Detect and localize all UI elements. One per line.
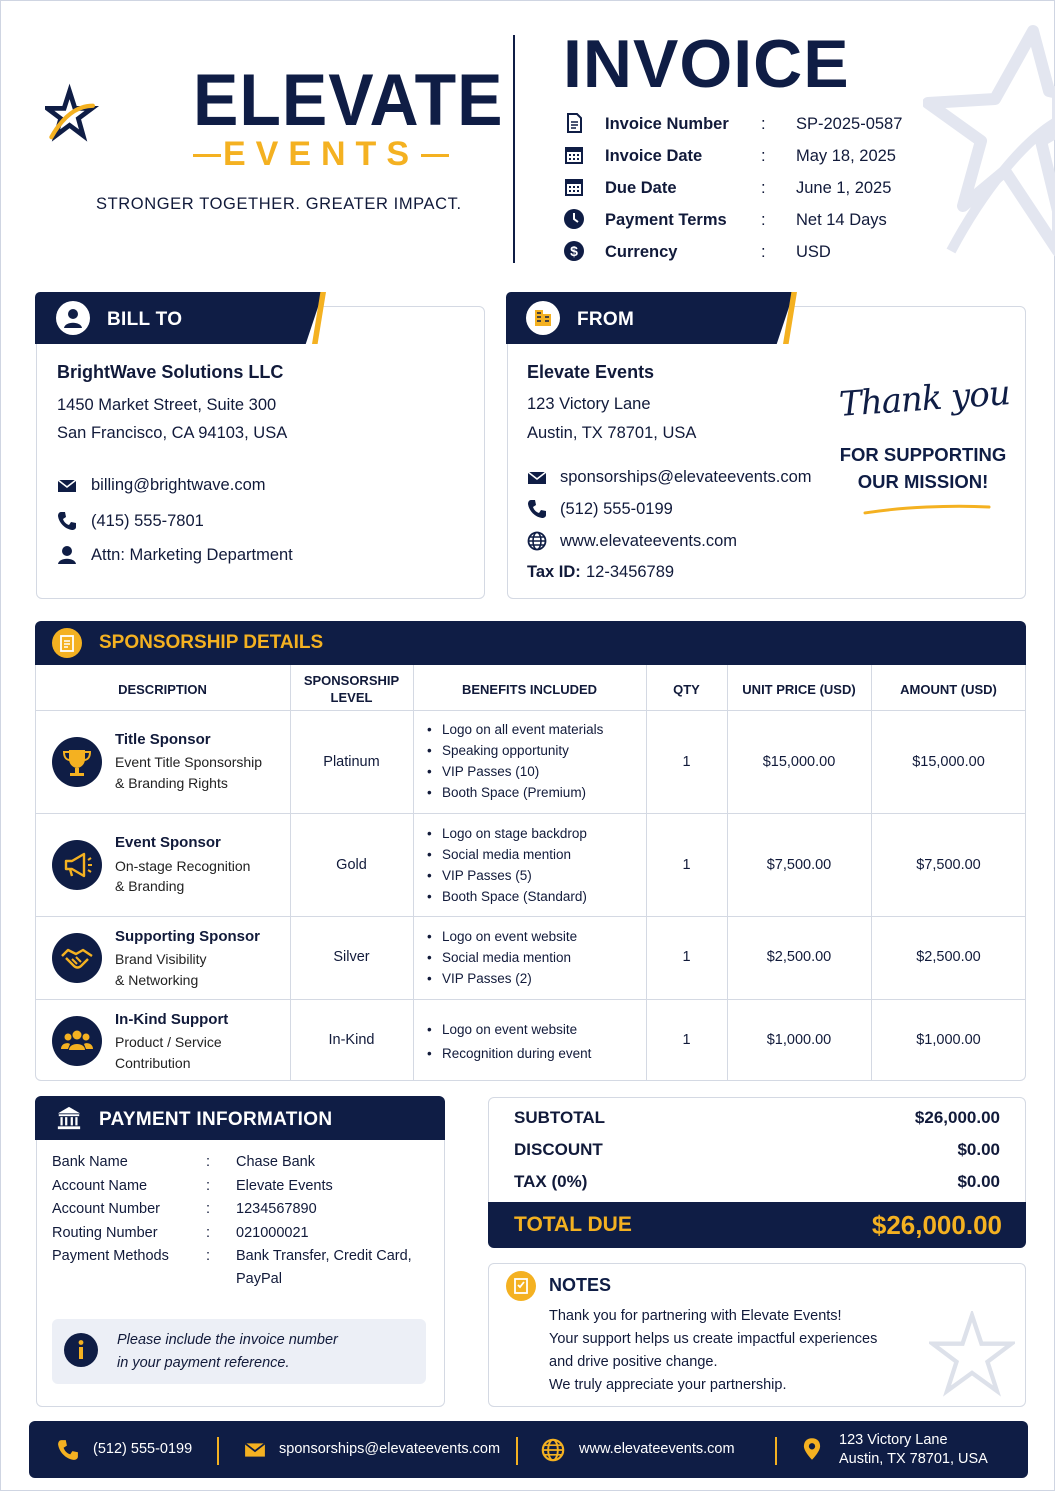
payment-methods: Bank Transfer, Credit Card,: [236, 1248, 412, 1264]
discount-value: $0.00: [957, 1140, 1000, 1159]
person-icon: [57, 545, 77, 565]
footer-location-icon: [803, 1436, 821, 1462]
benefit-item: • VIP Passes (2): [427, 968, 577, 989]
meta-sep: :: [761, 147, 766, 165]
benefit-item: • VIP Passes (10): [427, 761, 603, 782]
meta-sep: :: [761, 115, 766, 133]
due-date: June 1, 2025: [796, 179, 892, 197]
thank-you-line2: OUR MISSION!: [857, 471, 989, 492]
row-amount: $7,500.00: [916, 857, 981, 873]
clipboard-icon: [51, 627, 83, 659]
row-benefits: [427, 1018, 591, 1066]
calendar-icon: [563, 176, 585, 198]
meta-row: [563, 237, 963, 269]
meta-sep: :: [761, 211, 766, 229]
payment-sep: :: [206, 1201, 211, 1217]
bill-to-email[interactable]: billing@brightwave.com: [91, 476, 266, 494]
currency: USD: [796, 243, 831, 261]
footer-divider: [217, 1437, 219, 1465]
th-benefits: BENEFITS INCLUDED: [461, 682, 598, 697]
benefit-item: • Recognition during event: [427, 1042, 591, 1066]
meta-sep: :: [761, 243, 766, 261]
from-address-line2: Austin, TX 78701, USA: [527, 424, 697, 442]
meta-label: Currency: [605, 243, 678, 261]
row-unit-price: $15,000.00: [762, 754, 836, 770]
footer-address-line2: Austin, TX 78701, USA: [839, 1451, 988, 1467]
th-level-2: LEVEL: [330, 690, 373, 705]
benefit-item: • VIP Passes (5): [427, 865, 587, 886]
row-divider: [35, 710, 1026, 711]
row-benefits: [427, 719, 603, 803]
footer-email[interactable]: sponsorships@elevateevents.com: [279, 1441, 501, 1457]
from-company: Elevate Events: [527, 362, 655, 382]
row-benefits: [427, 926, 577, 989]
row-qty: 1: [682, 754, 691, 770]
row-level: Gold: [336, 857, 367, 873]
thank-you-line1: FOR SUPPORTING: [839, 444, 1007, 465]
benefit-item: • Booth Space (Premium): [427, 782, 603, 803]
payment-note-line1: Please include the invoice number: [117, 1332, 338, 1348]
from-tax-label: Tax ID:: [527, 563, 581, 581]
th-description: DESCRIPTION: [118, 682, 207, 697]
invoice-number: SP-2025-0587: [796, 115, 903, 133]
row-qty: 1: [682, 1032, 691, 1048]
notes-line: We truly appreciate your partnership.: [549, 1377, 787, 1393]
svg-text:$: $: [570, 243, 578, 259]
bank-name: Chase Bank: [236, 1154, 315, 1170]
meta-sep: :: [761, 179, 766, 197]
row-qty: 1: [682, 857, 691, 873]
notes-line: Your support helps us create impactful experiences: [549, 1331, 878, 1347]
handshake-icon: [52, 933, 102, 983]
row-subtitle: On-stage Recognition: [115, 858, 251, 874]
row-qty: 1: [682, 949, 691, 965]
from-tax-id: 12-3456789: [586, 563, 675, 581]
invoice-title: INVOICE: [563, 26, 850, 102]
info-icon: [63, 1332, 99, 1368]
footer-phone[interactable]: (512) 555-0199: [93, 1441, 193, 1457]
sponsorship-title: SPONSORSHIP DETAILS: [99, 632, 324, 653]
brand-subtitle: EVENTS: [193, 135, 449, 175]
calendar-icon: [563, 144, 585, 166]
benefit-item: • Logo on event website: [427, 1018, 591, 1042]
from-website[interactable]: www.elevateevents.com: [560, 532, 737, 550]
footer-address-line1: 123 Victory Lane: [839, 1432, 948, 1448]
tax-value: $0.00: [957, 1172, 1000, 1191]
thank-you-script: Thank you: [837, 373, 1011, 425]
bill-to-address-line2: San Francisco, CA 94103, USA: [57, 424, 288, 442]
row-title: In-Kind Support: [115, 1011, 229, 1028]
bill-to-attn: Attn: Marketing Department: [91, 546, 293, 564]
star-logo-icon: [45, 45, 195, 195]
mail-icon: [527, 468, 547, 488]
col-divider: [646, 665, 647, 1081]
col-divider: [290, 665, 291, 1081]
meta-row: [563, 141, 963, 173]
col-divider: [727, 665, 728, 1081]
footer-mail-icon: [243, 1439, 267, 1461]
from-email[interactable]: sponsorships@elevateevents.com: [560, 468, 812, 486]
payment-label: Account Name: [52, 1178, 148, 1194]
th-amount: AMOUNT (USD): [900, 682, 997, 697]
from-title: FROM: [577, 309, 635, 330]
row-amount: $2,500.00: [916, 949, 981, 965]
footer-divider: [775, 1437, 777, 1465]
payment-sep: :: [206, 1225, 211, 1241]
row-level: In-Kind: [328, 1032, 375, 1048]
th-unit-price: UNIT PRICE (USD): [742, 682, 856, 697]
row-divider: [35, 813, 1026, 814]
benefit-item: • Social media mention: [427, 844, 587, 865]
bill-to-title: BILL TO: [107, 309, 183, 330]
bill-to-company: BrightWave Solutions LLC: [57, 362, 284, 382]
footer-phone-icon: [57, 1439, 79, 1461]
col-divider: [871, 665, 872, 1081]
phone-icon: [57, 511, 77, 531]
payment-label: Bank Name: [52, 1154, 128, 1170]
row-divider: [35, 916, 1026, 917]
notes-line: Thank you for partnering with Elevate Events!: [549, 1308, 842, 1324]
brand-name: ELEVATE: [193, 58, 504, 142]
row-subtitle: & Branding: [115, 878, 185, 894]
notes-title: NOTES: [549, 1275, 612, 1295]
col-divider: [413, 665, 414, 1081]
meta-label: Invoice Number: [605, 115, 729, 133]
underline-swoosh: [863, 503, 991, 515]
row-unit-price: $2,500.00: [766, 949, 832, 965]
benefit-item: • Logo on all event materials: [427, 719, 603, 740]
footer-website[interactable]: www.elevateevents.com: [579, 1441, 735, 1457]
from-phone[interactable]: (512) 555-0199: [560, 500, 673, 518]
row-level: Platinum: [323, 754, 380, 770]
payment-label: Routing Number: [52, 1225, 158, 1241]
row-subtitle: Contribution: [115, 1055, 191, 1071]
th-level-1: SPONSORSHIP: [303, 673, 400, 688]
row-title: Title Sponsor: [115, 731, 211, 748]
total-due-label: TOTAL DUE: [514, 1213, 632, 1236]
routing-number: 021000021: [236, 1225, 309, 1241]
meta-label: Due Date: [605, 179, 677, 197]
row-level: Silver: [333, 949, 370, 965]
payment-terms: Net 14 Days: [796, 211, 887, 229]
bill-to-address-line1: 1450 Market Street, Suite 300: [57, 396, 277, 414]
row-unit-price: $7,500.00: [766, 857, 832, 873]
megaphone-icon: [52, 840, 102, 890]
th-qty: QTY: [673, 682, 700, 697]
building-icon: [526, 301, 560, 335]
clock-icon: [563, 208, 585, 230]
payment-label: Account Number: [52, 1201, 160, 1217]
meta-label: Payment Terms: [605, 211, 727, 229]
payment-methods-cont: PayPal: [236, 1271, 282, 1287]
row-subtitle: & Branding Rights: [115, 775, 228, 791]
payment-title: PAYMENT INFORMATION: [99, 1109, 333, 1130]
row-benefits: [427, 823, 587, 907]
meta-row: [563, 109, 963, 141]
benefit-item: • Logo on event website: [427, 926, 577, 947]
subtotal-value: $26,000.00: [914, 1108, 1000, 1127]
payment-label: Payment Methods: [52, 1248, 169, 1264]
benefit-item: • Booth Space (Standard): [427, 886, 587, 907]
notes-line: and drive positive change.: [549, 1354, 718, 1370]
user-icon: [56, 301, 90, 335]
footer-globe-icon: [541, 1438, 565, 1462]
row-title: Supporting Sponsor: [115, 928, 260, 945]
payment-sep: :: [206, 1178, 211, 1194]
header-divider: [513, 35, 515, 263]
row-amount: $1,000.00: [916, 1032, 981, 1048]
dollar-icon: [563, 240, 585, 262]
benefit-item: • Logo on stage backdrop: [427, 823, 587, 844]
invoice-meta: [563, 109, 963, 269]
mail-icon: [57, 476, 77, 496]
row-amount: $15,000.00: [912, 754, 985, 770]
row-subtitle: Event Title Sponsorship: [115, 754, 263, 770]
meta-row: [563, 173, 963, 205]
row-title: Event Sponsor: [115, 834, 221, 851]
meta-row: [563, 205, 963, 237]
subtotal-label: SUBTOTAL: [514, 1108, 605, 1127]
meta-label: Invoice Date: [605, 147, 703, 165]
payment-sep: :: [206, 1154, 211, 1170]
row-subtitle: Product / Service: [115, 1034, 222, 1050]
from-address-line1: 123 Victory Lane: [527, 395, 651, 413]
row-divider: [35, 999, 1026, 1000]
total-due-value: $26,000.00: [871, 1210, 1002, 1240]
trophy-icon: [52, 737, 102, 787]
payment-note-line2: in your payment reference.: [117, 1355, 290, 1371]
globe-icon: [527, 531, 547, 551]
benefit-item: • Social media mention: [427, 947, 577, 968]
notes-star-icon: [929, 1311, 1015, 1397]
note-icon: [505, 1270, 537, 1302]
phone-icon: [527, 499, 547, 519]
bill-to-phone[interactable]: (415) 555-7801: [91, 512, 204, 530]
account-name: Elevate Events: [236, 1178, 333, 1194]
document-icon: [563, 112, 585, 134]
payment-note: [52, 1319, 426, 1384]
discount-label: DISCOUNT: [514, 1140, 603, 1159]
row-unit-price: $1,000.00: [766, 1032, 832, 1048]
account-number: 1234567890: [236, 1201, 317, 1217]
payment-sep: :: [206, 1248, 211, 1264]
bank-icon: [55, 1105, 83, 1131]
brand-tagline: STRONGER TOGETHER. GREATER IMPACT.: [96, 195, 462, 213]
group-icon: [52, 1016, 102, 1066]
row-subtitle: Brand Visibility: [115, 951, 207, 967]
footer-divider: [516, 1437, 518, 1465]
tax-label: TAX (0%): [514, 1172, 588, 1191]
row-subtitle: & Networking: [115, 972, 199, 988]
benefit-item: • Speaking opportunity: [427, 740, 603, 761]
invoice-date: May 18, 2025: [796, 147, 896, 165]
